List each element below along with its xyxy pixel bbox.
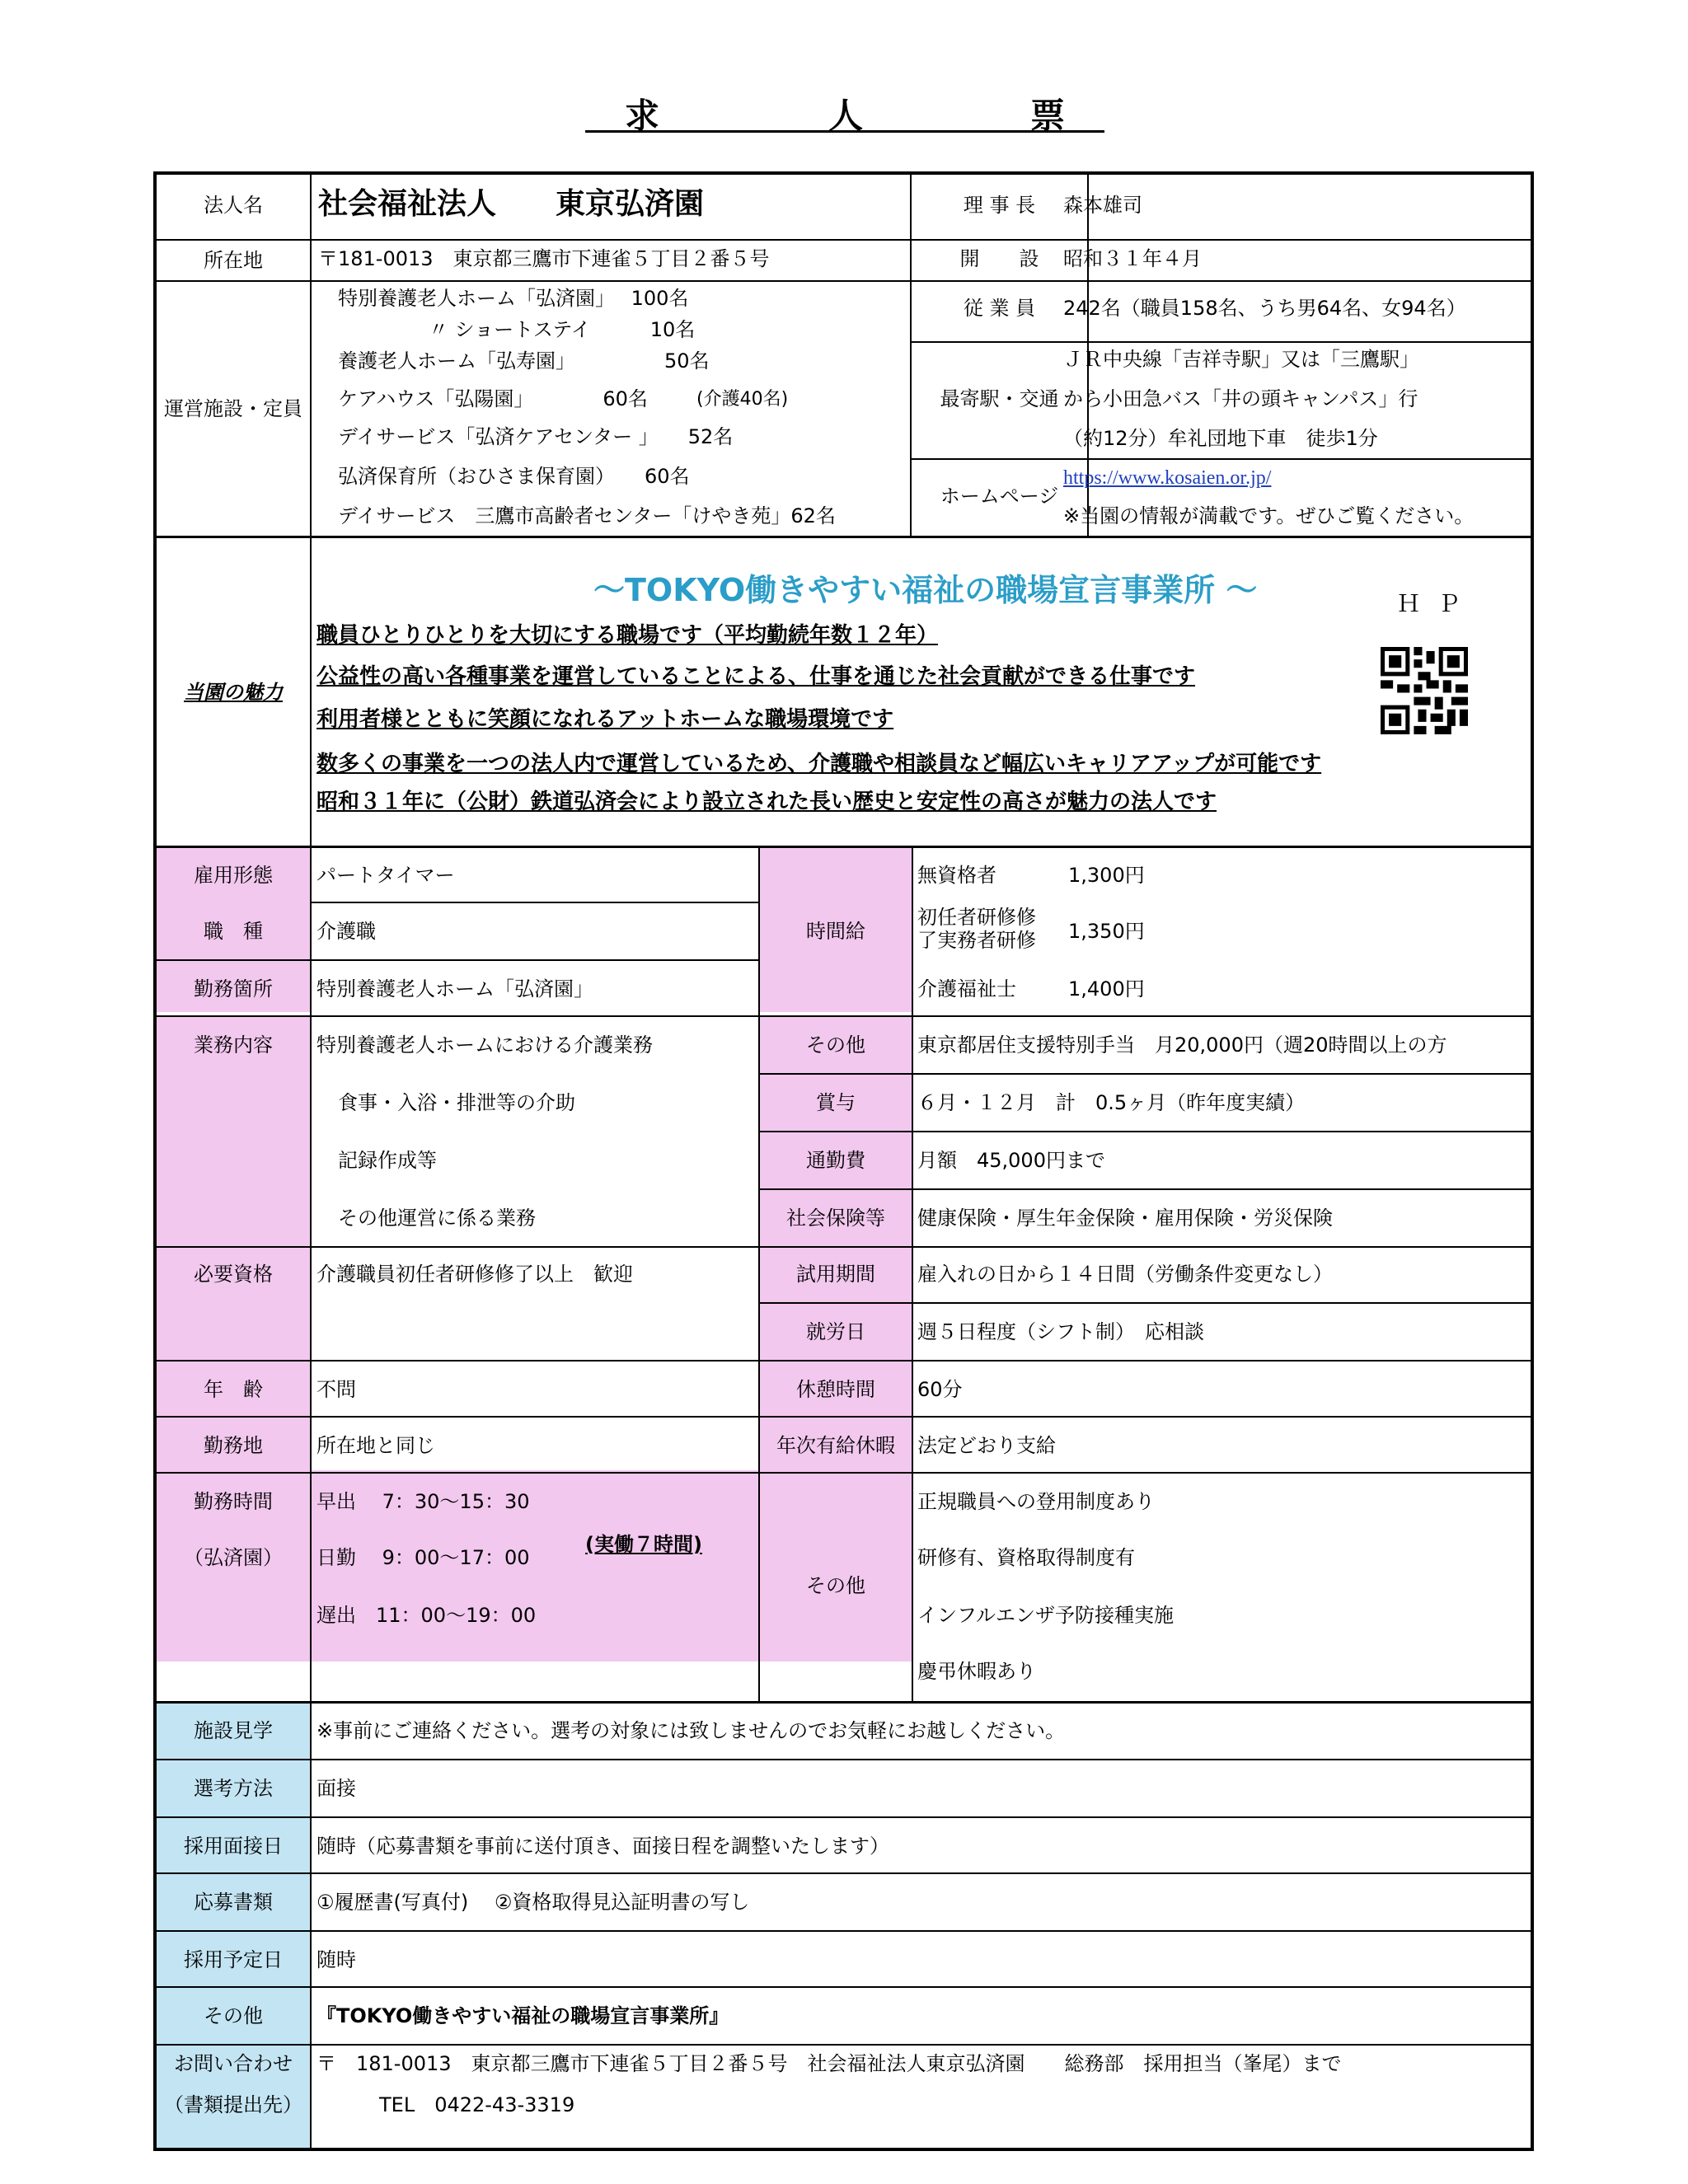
address: 〒181-0013 東京都三鷹市下連雀５丁目２番５号 (318, 247, 770, 270)
chair-name: 森本雄司 (1063, 194, 1142, 217)
wage-value: 1,350円 (1068, 920, 1145, 943)
wage-qual: 無資格者 (917, 864, 996, 887)
contact-address: 〒 181-0013 東京都三鷹市下連雀５丁目２番５号 社会福祉法人東京弘済園 総務部 採用担当（峯尾）まで (316, 2052, 1342, 2075)
bonus: ６月・１２月 計 0.5ヶ月（昨年度実績） (917, 1091, 1306, 1114)
title-char-3: 票 (1030, 96, 1066, 136)
commute-label: 通勤費 (806, 1149, 865, 1172)
hours-sublabel: （弘済園） (184, 1546, 283, 1569)
facility-item: 〃 ショートステイ 10名 (429, 318, 696, 341)
visit: ※事前にご連絡ください。選考の対象には致しませんのでお気軽にお越しください。 (316, 1719, 1066, 1742)
charm-point: 昭和３１年に（公財）鉄道弘済会により設立された長い歴史と安定性の高さが魅力の法人です (316, 790, 1217, 814)
station-line: ＪＲ中央線「吉祥寺駅」又は「三鷹駅」 (1063, 348, 1419, 371)
bonus-label: 賞与 (816, 1091, 856, 1114)
job-type-label: 職 種 (204, 920, 263, 943)
facility-item: ケアハウス「弘陽園」 60名 (338, 387, 648, 410)
address-label: 所在地 (204, 249, 263, 272)
qr-code-icon[interactable] (1381, 647, 1468, 734)
staff: 242名（職員158名、うち男64名、女94名） (1063, 297, 1466, 320)
other-allowance-label: その他 (806, 1033, 865, 1057)
insurance: 健康保険・厚生年金保険・雇用保険・労災保険 (917, 1207, 1333, 1230)
documents-label: 応募書類 (194, 1891, 273, 1914)
shift-day: 日勤 9：00〜17：00 (316, 1546, 530, 1569)
other-item: インフルエンザ予防接種実施 (917, 1604, 1175, 1627)
hire-date-label: 採用予定日 (184, 1948, 283, 1971)
duty-item: 特別養護老人ホームにおける介護業務 (316, 1033, 653, 1057)
qualification-label: 必要資格 (194, 1263, 273, 1286)
title-char-2: 人 (828, 96, 864, 136)
hp-label: Ｈ Ｐ (1397, 590, 1465, 617)
trial-label: 試用期間 (796, 1263, 875, 1286)
wage-qual: 介護福祉士 (917, 977, 1016, 1001)
charm-label: 当園の魅力 (184, 681, 283, 704)
apply-other: 『TOKYO働きやすい福祉の職場宣言事業所』 (316, 2004, 729, 2027)
job-type: 介護職 (316, 920, 376, 943)
other-label: その他 (806, 1574, 865, 1597)
actual-hours: (実働７時間) (585, 1533, 702, 1556)
homepage-link[interactable]: https://www.kosaien.or.jp/ (1063, 467, 1272, 489)
workplace: 特別養護老人ホーム「弘済園」 (316, 977, 593, 1001)
visit-label: 施設見学 (194, 1719, 273, 1742)
insurance-label: 社会保険等 (786, 1207, 885, 1230)
charm-point: 利用者様とともに笑顔になれるアットホームな職場環境です (316, 707, 894, 732)
break: 60分 (917, 1378, 963, 1401)
established-label: 開 設 (959, 247, 1039, 270)
charm-point: 職員ひとりひとりを大切にする職場です（平均勤続年数１２年） (316, 623, 939, 648)
commute: 月額 45,000円まで (917, 1149, 1105, 1172)
paid-leave-label: 年次有給休暇 (776, 1434, 895, 1457)
contact-sublabel: （書類提出先） (164, 2093, 302, 2116)
duty-item: 記録作成等 (338, 1149, 437, 1172)
chair-label: 理 事 長 (963, 194, 1036, 217)
apply-other-label: その他 (204, 2004, 263, 2027)
facilities-label: 運営施設・定員 (164, 397, 302, 420)
workdays-label: 就労日 (806, 1320, 865, 1343)
workplace-label: 勤務箇所 (194, 977, 273, 1001)
contact-tel: TEL 0422-43-3319 (379, 2093, 575, 2116)
wage-qual: 初任者研修修 了実務者研修 (917, 906, 1036, 952)
other-item: 正規職員への登用制度あり (917, 1490, 1155, 1513)
wage-value: 1,300円 (1068, 864, 1145, 887)
shift-late: 遅出 11：00〜19：00 (316, 1604, 537, 1627)
facility-item: 特別養護老人ホーム「弘済園」 100名 (338, 287, 689, 310)
homepage-note: ※当園の情報が満載です。ぜひご覧ください。 (1063, 504, 1475, 527)
hours-label: 勤務時間 (194, 1490, 273, 1513)
facility-note: (介護40名) (696, 389, 789, 410)
method-label: 選考方法 (194, 1777, 273, 1800)
station-label: 最寄駅・交通 (940, 387, 1059, 410)
facility-item: デイサービス 三鷹市高齢者センター「けやき苑」62名 (338, 504, 836, 527)
other-item: 慶弔休暇あり (917, 1660, 1036, 1683)
location-label: 勤務地 (204, 1434, 263, 1457)
charm-banner: 〜TOKYO働きやすい福祉の職場宣言事業所 〜 (593, 572, 1258, 608)
page-title (585, 89, 1104, 136)
documents: ①履歴書(写真付) ②資格取得見込証明書の写し (316, 1891, 750, 1914)
wage-label: 時間給 (806, 920, 865, 943)
interview-label: 採用面接日 (184, 1835, 283, 1858)
wage-value: 1,400円 (1068, 977, 1145, 1001)
facility-item: 養護老人ホーム「弘寿園」 50名 (338, 349, 710, 373)
break-label: 休憩時間 (796, 1378, 875, 1401)
employment-label: 雇用形態 (194, 864, 273, 887)
workdays: 週５日程度（シフト制） 応相談 (917, 1320, 1204, 1343)
method: 面接 (316, 1777, 356, 1800)
established: 昭和３１年４月 (1063, 247, 1202, 270)
facility-item: 弘済保育所（おひさま保育園） 60名 (338, 465, 690, 488)
duty-item: 食事・入浴・排泄等の介助 (338, 1091, 575, 1114)
corp-name: 社会福祉法人 東京弘済園 (318, 187, 705, 221)
age: 不問 (316, 1378, 356, 1401)
location: 所在地と同じ (316, 1434, 435, 1457)
qualification: 介護職員初任者研修修了以上 歓迎 (316, 1263, 633, 1286)
other-item: 研修有、資格取得制度有 (917, 1546, 1135, 1569)
staff-label: 従 業 員 (963, 297, 1036, 320)
corp-name-label: 法人名 (204, 194, 263, 217)
other-allowance: 東京都居住支援特別手当 月20,000円（週20時間以上の方 (917, 1033, 1447, 1057)
station-line: （約12分）牟礼団地下車 徒歩1分 (1063, 427, 1378, 450)
duties-label: 業務内容 (194, 1033, 273, 1057)
title-char-1: 求 (625, 96, 660, 136)
trial: 雇入れの日から１４日間（労働条件変更なし） (917, 1263, 1333, 1286)
station-line: から小田急バス「井の頭キャンパス」行 (1063, 387, 1418, 410)
duty-item: その他運営に係る業務 (338, 1207, 536, 1230)
hire-date: 随時 (316, 1948, 356, 1971)
shift-early: 早出 7：30〜15：30 (316, 1490, 530, 1513)
charm-point: 数多くの事業を一つの法人内で運営しているため、介護職や相談員など幅広いキャリアアップが可能です (316, 752, 1322, 776)
charm-point: 公益性の高い各種事業を運営していることによる、仕事を通じた社会貢献ができる仕事です (316, 664, 1196, 689)
homepage-label: ホームページ (940, 485, 1059, 508)
employment: パートタイマー (316, 864, 455, 887)
paid-leave: 法定どおり支給 (917, 1434, 1056, 1457)
age-label: 年 齢 (204, 1378, 263, 1401)
contact-label: お問い合わせ (174, 2052, 293, 2075)
interview: 随時（応募書類を事前に送付頂き、面接日程を調整いたします） (316, 1835, 890, 1858)
facility-item: デイサービス「弘済ケアセンター 」 52名 (338, 425, 734, 448)
